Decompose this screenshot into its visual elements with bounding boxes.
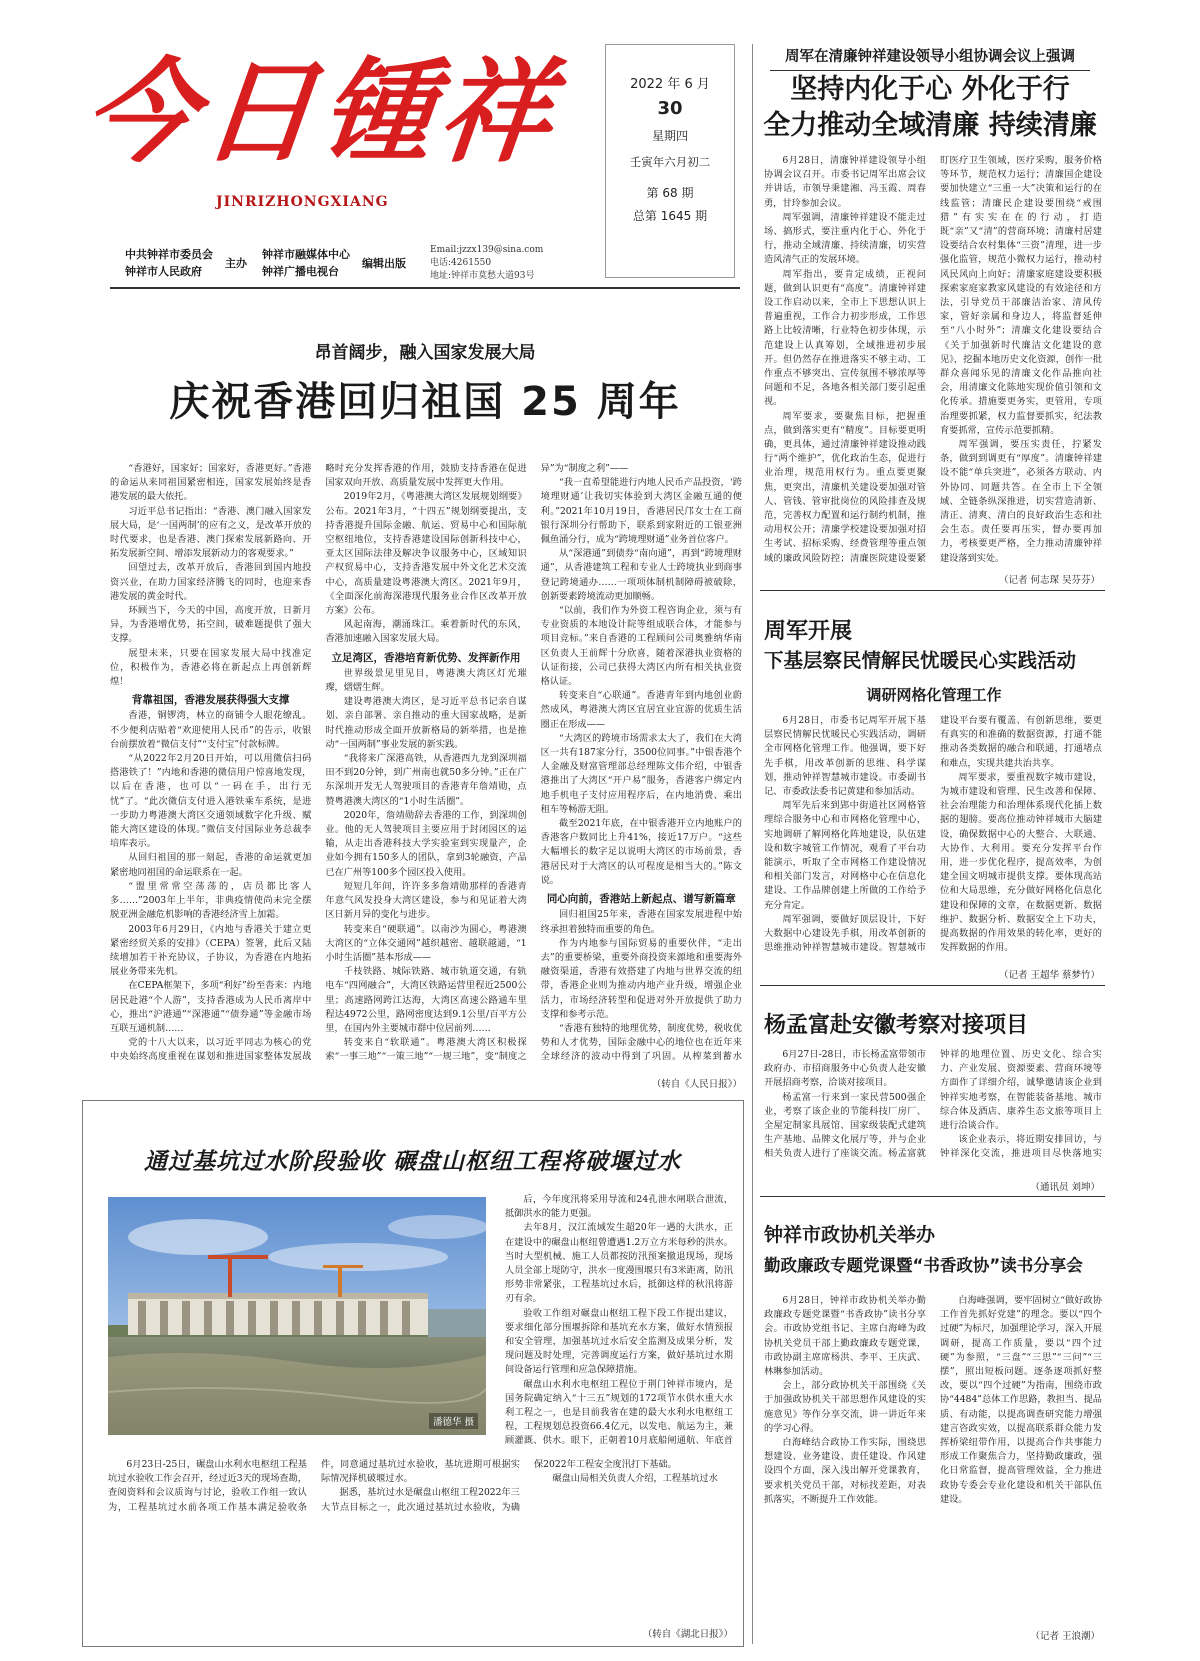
masthead-pinyin: JINRIZHONGXIANG: [216, 194, 389, 210]
body-paragraph: 周军强调，要做好顶层设计，下好大数据中心建设先手棋，用改革创新的思维推动钟祥智慧城市建设。智慧城市建设平台要有覆盖、有创新思维，要更有真实的和准确的数据资源，打通不能推动各类数据的融合和联通，打通堵点和难点，实现共建共治共享。: [764, 715, 1102, 954]
body-paragraph: 6月28日，钟祥市政协机关举办勤政廉政专题党课暨“书香政协”读书分享会。市政协党组书记、主席白海峰为政协机关党员干部上勤政廉政专题党课，市政协副主席席杨洪、李平、王庆武、林琳参加活动。: [764, 1295, 926, 1378]
body-paragraph: 杨孟富一行来到一家民营500强企业，考察了该企业的节能科技厂房厂、全屋定制家具展馆、国家级装配式建筑生产基地、品牌文化展厅等，并与企业相关负责人进行了座谈交流。杨孟富就钟祥的地理位置、历史文化、综合实力、产业发展、资源要素、营商环境等方面作了详细介绍，诚挚邀请该企业到钟祥实地考察，在智能装备基地、城市综合体及酒店、康养生态文旅等项目上进行洽谈合作。: [764, 1049, 1102, 1160]
body-paragraph: 白海峰结合政协工作实际，围绕思想建设、业务建设、责任建设、作风建设四个方面，深入浅出解开党课教育，要求机关党员干部，对标找差距，对表抓落实，不断提升工作效能。: [764, 1437, 926, 1505]
body-paragraph: 碾盘山局相关负责人介绍，工程基坑过水: [552, 1473, 718, 1485]
dateline-total-issue: 总第 1645 期: [632, 209, 708, 223]
right-lower-body: [764, 1048, 1102, 1173]
body-paragraph: “从2022年2月20日开始，可以用微信扫码搭港铁了！”内地和香港的微信用户惊喜地发现，以后在香港，也可以“一码在手，出行无忧”了。“此次微信支付进入港铁乘车系统，是进一步助力粤港澳大湾区交通领域数字化升级、赋能大湾区建设的体现。”微信支付国际业务总裁李培库表示。: [110, 753, 312, 850]
body-paragraph: 周军强调，清廉钟祥建设不能走过场、搞形式，要注重内化于心、外化于行，推动全域清廉、持续清廉，切实营造风清气正的发展环境。: [764, 211, 926, 266]
masthead-contact: [430, 244, 543, 283]
right-mid-headline-1: 周军开展: [764, 619, 853, 644]
body-paragraph: 回望过去，改革开放后，香港回到国内地投资兴业，在助力国家经济腾飞的同时，也迎来香港发展的黄金时代。: [110, 562, 312, 602]
sponsor-label: 主办: [225, 257, 247, 270]
right-mid-credit: （记者 王超华 蔡梦竹）: [998, 970, 1100, 981]
masthead-logo-text: 今日锺祥: [78, 47, 564, 178]
body-paragraph: 周军强调，要压实责任，拧紧发条，做到到调更有“厚度”。清廉钟祥建设不能“单兵突进”，必须各方联动、内外协同、同题共答。在全市上下全领域、全链条纵深推进，切实营造清新、清正、清爽、清白的良好政治生态和社会生态。责任要再压实，督办要再加力，考核要更严格，全力推动清廉钟祥建设落到实处。: [940, 439, 1102, 564]
body-paragraph: “盟里常常空荡荡的，店员都比客人多……”2003年上半年，非典疫情使尚未完全摆脱亚洲金融危机影响的香港经济雪上加霜。: [110, 880, 312, 921]
body-paragraph: 周军先后来到郢中街道社区网格管理综合服务中心和市网格化管理中心，实地调研了解网格化阵地建设，队伍建设和数字城管工作情况，观看了平台功能演示，听取了全市网格工作建设情况和相关部门发言，对网格中心在信息化建设、工作品牌创建上所做的工作给予充分肯定。: [764, 800, 926, 911]
body-paragraph: 6月23日-25日，碾盘山水利水电枢纽工程基坑过水验收工作会召开，经过近3天的现场查勘，查阅资料和会议质询与讨论，验收工作组一致认为，工程基坑过水前各项工作基本满足验收条件，同意通过基坑过水验收，基坑进期可根据实际情况择机破堰过水。: [108, 1459, 520, 1513]
right-top-body: [764, 154, 1102, 568]
right-top-kicker: 周军在清廉钟祥建设领导小组协调会议上强调: [785, 49, 1075, 65]
right-bottom-headline-2: 勤政廉政专题党课暨“书香政协”读书分享会: [764, 1256, 1083, 1275]
dam-photo: [108, 1197, 486, 1435]
contact-email: Email:jzzx139@sina.com: [430, 245, 544, 255]
body-paragraph: “以前，我们作为外资工程咨询企业，须与有专业资质的本地设计院等组成联合体，才能参与项目竞标。”来自香港的工程顾问公司奥雅纳华南区负责人王前辉十分欣喜，随着深港执业资格的认证衔接，公司已获得大湾区内所有相关执业资格认证。: [540, 605, 742, 688]
section-subheading: 同心向前，香港站上新起点、谱写新篇章: [546, 893, 736, 906]
bottom-left-column: [108, 1458, 733, 1630]
body-paragraph: “大湾区的跨境市场需求太大了，我们在大湾区一共有187家分行，3500位同事。”中银香港个人金融及财富管理部总经理陈文伟介绍，中银香港推出了大湾区“开户易”服务，香港客户绑定内地手机电子支付应用程序后，在内地消费、乘出租车等畅游无阻。: [540, 732, 742, 815]
body-paragraph: 转变来自“硬联通”。以南沙为圆心，粤港澳大湾区的“立体交通网”越织越密、越联越通，“1小时生活圈”基本形成——: [325, 923, 527, 963]
lead-headline: 庆祝香港回归祖国 25 周年: [169, 379, 681, 425]
body-paragraph: 2003年6月29日，《内地与香港关于建立更紧密经贸关系的安排》（CEPA）签署，此后又陆续增加若干补充协议，子协议，为香港在内地拓展业务带来先机。: [110, 923, 312, 978]
body-paragraph: 截至2021年底，在中银香港开立内地账户的香港客户数同比上升41%，接近17万户。“这些大幅增长的数字足以说明大湾区的市场前景，香港居民对于大湾区的认可程度是相当大的。”陈文说。: [540, 818, 742, 886]
bottom-source: （转自《湖北日报》）: [642, 1629, 733, 1640]
body-paragraph: 环顾当下，今天的中国，高度开放，日新月异，为香港增优势，拓空间，破难题提供了强大支撑。: [110, 605, 312, 645]
right-top-headline-2: 全力推动全域清廉 持续清廉: [763, 110, 1097, 141]
masthead-sponsor: [125, 246, 213, 280]
body-paragraph: “香港有独特的地理优势，制度优势，税收优势和人才优势，国际金融中心的地位也在近年来全球经济的波动中得到了巩固。从榨菜到蓄水: [540, 1022, 742, 1063]
body-paragraph: “香港好，国家好；国家好，香港更好。”香港的命运从来同祖国紧密相连，国家发展始终是香港发展的最大依托。: [110, 463, 312, 503]
publisher-org-2: 钟祥广播电视台: [262, 265, 339, 278]
body-paragraph: 展望未来，只要在国家发展大局中找准定位，积极作为，香港必将在新起点上再创新辉煌！: [110, 647, 312, 688]
dateline-weekday: 星期四: [651, 129, 688, 143]
section-subheading: 立足湾区，香港培育新优势、发挥新作用: [331, 651, 521, 664]
contact-phone: 电话:4261550: [430, 258, 492, 268]
body-paragraph: 周军指出，要肯定成绩，正视问题，做到认识更有“高度”。清廉钟祥建设工作启动以来，全市上下思想认识上普遍重视，工作合力初步形成，工作思路上比较清晰，行业特色初步体现，示范建设上认真筹划，全域推进初步展开。但仍然存在推进落实不够主动、工作重点不够突出、宣传氛围不够浓厚等问题和不足，各地各相关部门要引起重视。: [764, 268, 926, 408]
publisher-org-1: 钟祥市融媒体中心: [262, 248, 350, 261]
publisher-label: 编辑出版: [362, 257, 406, 270]
dateline-year-month: 2022 年 6 月: [630, 77, 710, 92]
right-bottom-headline-1: 钟祥市政协机关举办: [764, 1224, 936, 1246]
body-paragraph: 从“深港通”到债券“南向通”，再到“跨境理财通”，从香港建筑工程和专业人士跨境执业到商事登记跨境通办……一项项体制机制障碍被破除，创新要素跨境流动更加顺畅。: [540, 548, 742, 602]
bottom-right-column: [505, 1193, 733, 1451]
body-paragraph: 验收工作组对碾盘山枢纽工程下段工作提出建议，要求细化部分围堰拆除和基坑充水方案，做好水情预报和安全管理，加强基坑过水后安全监测及成果分析，发现问题及时处理，完善调度运行方案，做好基坑过水期间设备运行管理和应急保障措施。: [505, 1307, 733, 1376]
lead-source: （转自《人民日报》）: [651, 1079, 742, 1090]
contact-address: 地址:钟祥市莫愁大道93号: [430, 271, 535, 281]
body-paragraph: “我一直希望能进行内地人民币产品投资，‘跨境理财通’让我切实体验到大湾区金融互通的便利。”2021年10月19日，香港居民邝女士在工商银行深圳分行帮助下，联系到家附近的工银亚洲佩鱼涌分行，成为“跨境理财通”业务首位客户。: [540, 477, 742, 546]
body-paragraph: 6月27日-28日，市长杨孟富带领市政府办、市招商服务中心负责人赴安徽开展招商考察，洽谈对接项目。: [764, 1049, 926, 1089]
right-bottom-body: [764, 1294, 1102, 1624]
section-divider: [752, 44, 753, 1644]
right-lower-bottom-rule: [760, 1196, 1105, 1197]
right-mid-subhead: 调研网格化管理工作: [866, 686, 1002, 704]
lead-kicker: 昂首阔步，融入国家发展大局: [314, 343, 536, 363]
body-paragraph: 6月28日，市委书记周军开展下基层察民情解民忧暖民心实践活动，调研全市网格化管理工作。他强调，要下好先手棋，用改革创新的思维、科学谋划，推动钟祥智慧城市建设。市委副书记、市委政法委书记黄建和参加活动。: [764, 715, 926, 798]
bottom-story-headline: 通过基坑过水阶段验收 碾盘山枢纽工程将破堰过水: [143, 1148, 681, 1175]
body-paragraph: 白海峰强调，要牢固树立“做好政协工作首先抓好党建”的理念。要以“四个过硬”为标尺，加强理论学习，深入开展调研，提高工作质量，要以“四个过硬”为参照，“三盘”“三思”“三问”“三摆”，照出短板问题。逐条逐项抓好整改，要以“四个过硬”为指南，围绕市政协“4484”总体工作思路，教担当、提品质、有动能，以提高调查研究能力增强建言咨政实效，以提高联系群众能力发挥桥梁纽带作用，以提高合作共事能力形成工作聚焦合力，坚持勤政廉政，强化日常监督，提高管理效益，全力推进政协专委会专业化建设和机关干部队伍建设。: [940, 1295, 1102, 1505]
body-paragraph: 从回归祖国的那一刻起，香港的命运就更加紧密地同祖国的命运联系在一起。: [110, 852, 312, 878]
body-paragraph: “我将来广深港高铁，从香港西九龙到深圳福田不到20分钟，到广州南也就50多分钟。”正在广东深圳开发无人驾驶项目的香港青年詹靖勋，点赞粤港澳大湾区的“1小时生活圈”。: [325, 753, 527, 807]
body-paragraph: 周军要求，要聚焦目标，把握重点，做到落实更有“精度”。目标要更明确，更具体，通过清廉钟祥建设推动践行“两个维护”，优化政治生态，促进行业治理，规范用权行为。重点要更聚焦，更突出，清廉机关建设要加强对管人、管钱、管审批岗位的风险排查及规范，完善权力配置和运行制约机制，推动用权公开；清廉学校建设要加强对招生考试、招标采购、经费管理等重点领域的廉政风险防控；清廉医院建设要紧盯医疗卫生领域，医疗采购，服务价格等环节，规范权力运行；清廉国企建设要加快建立“三重一大”决策和运行的在线监管；清廉民企建设要围绕“戒围猎”有实实在在的行动，打造既“亲”又“清”的营商环境；清廉村居建设要结合农村集体“三资”清理，进一步强化监管，规范小微权力运行，推动村风民风向上向好；清廉家庭建设要积极探索家庭家教家风建设的有效途径和方法，引导党员干部廉洁治家、清风传家，管好亲属和身边人，将监督延伸至“八小时外”；清廉文化建设要结合《关于加强新时代廉洁文化建设的意见》，挖掘本地历史文化资源，创作一批群众喜闻乐见的清廉文化作品推向社会，用清廉文化陈地实现价值引领和文化传承。措施要更务实，更管用，专项治理要抓紧，权力监督要抓实，纪法教育要抓常，宣传示范要抓精。: [764, 155, 1102, 564]
body-paragraph: 千枝铁路、城际铁路、城市轨道交通，有轨电车“四网融合”，大湾区铁路运营里程近2500公里；高速路网跨江达海，大湾区高速公路通车里程达4972公里，路网密度达到9.1公里/百平方公里，在国内外主要城市群中位居前列……: [325, 966, 527, 1034]
body-paragraph: 会上，部分政协机关干部围绕《关于加强政协机关干部思想作风建设的实施意见》等作分享交流，讲一讲近年来的学习心得。: [764, 1380, 926, 1434]
dateline-day: 30: [657, 98, 683, 119]
right-lower-credit: （通讯员 刘坤）: [1030, 1182, 1100, 1193]
body-paragraph: 短短几年间，许许多多詹靖勋那样的香港青年意气风发投身大湾区建设，参与和见证着大湾区日新月异的变化与进步。: [325, 880, 527, 921]
body-paragraph: 习近平总书记指出：“香港、澳门融入国家发展大局，是‘一国两制’的应有之义，是改革开放的时代要求，也是香港、澳门探索发展新路向、开拓发展新空间、增添发展新动力的客观要求。”: [110, 505, 312, 560]
body-paragraph: 转变来自“软联通”。粤港澳大湾区积极探索“一事三地”“一策三地”“一规三地”，变“制度之异”为“制度之利”——: [325, 463, 629, 1063]
section-subheading: 背靠祖国，香港发展获得强大支撑: [131, 694, 290, 707]
body-paragraph: 去年8月，汉江流域发生超20年一遇的大洪水，正在建设中的碾盘山枢纽曾遭遇1.2万立方米每秒的洪水。当时大型机械、施工人员都按防汛预案撤退现场，现场人员全部上堤防守，洪水一度漫围堰只有3米距离，防汛形势非常紧张，工程基坑过水后，抵御这样的秋汛将游刃有余。: [505, 1222, 733, 1305]
body-paragraph: 香港，铜锣湾，林立的商铺令人眼花缭乱。不少便利店贴着“欢迎使用人民币”的告示，收银台前摆放着“微信支付”“支付宝”付款标牌。: [110, 710, 312, 750]
body-paragraph: 党的十八大以来，以习近平同志为核心的党中央始终高度重视在谋划和推进国家整体发展战略时充分发挥香港的作用，鼓励支持香港在促进国家双向开放、高质量发展中发挥更大作用。: [110, 463, 527, 1063]
body-paragraph: 后，今年度汛将采用导流和24孔泄水闸联合泄流，抵御洪水的能力更强。: [505, 1194, 733, 1220]
body-paragraph: 2020年，詹靖勋辞去香港的工作，到深圳创业。他的无人驾驶项目主要应用于封闭园区的运输，从走出香港科技大学实验室到实现量产，企业如今拥有150多人的团队，拿到3轮融资，产品已在广州等100多个园区投入使用。: [325, 809, 527, 878]
body-paragraph: 回归祖国25年来，香港在国家发展进程中始终承担着独特而重要的角色。: [540, 909, 742, 935]
dateline-box: [605, 44, 735, 278]
masthead-publisher: [262, 246, 350, 280]
body-paragraph: 在CEPA框架下，多项“利好”纷至沓来：内地居民赴港“个人游”，支持香港成为人民币离岸中心，推出“沪港通”“深港通”“债券通”等金融市场互联互通机制……: [110, 980, 312, 1034]
right-mid-body: [764, 714, 1102, 964]
masthead-logo: [78, 47, 564, 198]
body-paragraph: 周军要求，要重视数字城市建设，为城市建设和管理、民生改善和保障、社会治理能力和治理体系现代化插上数据的翅膀。要高位推动钟祥城市大脑建设，确保数据中心的大整合、大联通、大协作、大利用。要充分发挥平台作用，进一步优化程序，提高效率，为创建全国文明城市提供支撑。要体现高站位和大局思维，充分做好网格化信息化建设和保障的文章，在数据更新、数据维护、数据分析、数据安全上下功夫，提高数据的作用效果的转化率，更好的发挥数据的作用。: [940, 771, 1102, 954]
sponsor-org-1: 中共钟祥市委员会: [125, 248, 213, 261]
right-lower-headline: 杨孟富赴安徽考察对接项目: [764, 1013, 1029, 1038]
right-bottom-credit: （记者 王浪潮）: [1030, 1631, 1100, 1642]
dateline-lunar: 壬寅年六月初二: [629, 155, 711, 169]
right-top-kicker-rule: [770, 70, 1090, 71]
right-top-headline-1: 坚持内化于心 外化于行: [790, 74, 1070, 105]
lead-body: [110, 462, 742, 1072]
body-paragraph: 风起南海，潮涌珠江。乘着新时代的东风，香港加速融入国家发展大局。: [325, 619, 527, 645]
masthead-rule: [110, 287, 740, 289]
right-mid-bottom-rule: [760, 985, 1105, 986]
body-paragraph: 作为内地参与国际贸易的重要伙伴，“走出去”的重要桥梁，重要外商投资来源地和重要海外融资渠道，香港有效搭建了内地与世界交流的纽带，香港企业则为推动内地产业升级，增强企业活力，市场经济转型和促进对外开放提供了助力支撑和参考示范。: [540, 937, 742, 1020]
sponsor-org-2: 钟祥市人民政府: [125, 265, 202, 278]
body-paragraph: 6月28日，清廉钟祥建设领导小组协调会议召开。市委书记周军出席会议并讲话，市领导秉建湘、冯玉霞、周春勇，甘玲参加会议。: [764, 155, 926, 209]
right-top-credit: （记者 何志琛 吴芬芬）: [998, 575, 1100, 586]
right-mid-headline-2: 下基层察民情解民忧暖民心实践活动: [764, 649, 1077, 672]
body-paragraph: 世界级景见里见目，粤港澳大湾区灯光璀璨，熠熠生辉。: [325, 667, 527, 694]
right-top-bottom-rule: [760, 590, 1105, 591]
dateline-issue: 第 68 期: [646, 186, 694, 200]
body-paragraph: 建设粤港澳大湾区，是习近平总书记亲自谋划、亲自部署、亲自推动的重大国家战略，是新时代推动形成全面开放新格局的新举措，也是推动“一国两制”事业发展的新实践。: [325, 696, 527, 750]
body-paragraph: 2019年2月，《粤港澳大湾区发展规划纲要》公布。2021年3月，“十四五”规划纲要提出，支持香港提升国际金融、航运、贸易中心和国际航空枢纽地位，支持香港建设国际创新科技中心，亚太区国际法律及解决争议服务中心，区域知识产权贸易中心，支持香港发展中外文化艺术交流中心，高质量建设粤港澳大湾区。2021年9月，《全面深化前海深港现代服务业合作区改革开放方案》公布。: [325, 491, 527, 617]
body-paragraph: 转变来自“心联通”。香港青年到内地创业蔚然成风，粤港澳大湾区宜居宜业宜游的优质生活圈正在形成——: [540, 690, 742, 730]
body-paragraph: 碾盘山水利水电枢纽工程位于荆门钟祥市境内，是国务院确定纳入“十三五”规划的172项节水供水重大水利工程之一，也是目前我省在建的最大水利水电枢纽工程，工程规划总投资66.4亿元，以发电、航运为主，兼顾灌溉、供水。眼下，正朝着10月底船闸通航、年底首: [505, 1378, 733, 1447]
photo-credit: 潘德华 摄: [429, 1413, 478, 1429]
dam-photo-image: [108, 1197, 486, 1435]
body-paragraph: 据悉，基坑过水是碾盘山枢纽工程2022年三大节点目标之一，此次通过基坑过水验收，为确保2022年工程安全度汛打下基础。: [321, 1459, 677, 1513]
body-paragraph: 该企业表示，将近期安排回访，与钟祥深化交流，推进项目尽快落地实: [940, 1134, 1102, 1160]
